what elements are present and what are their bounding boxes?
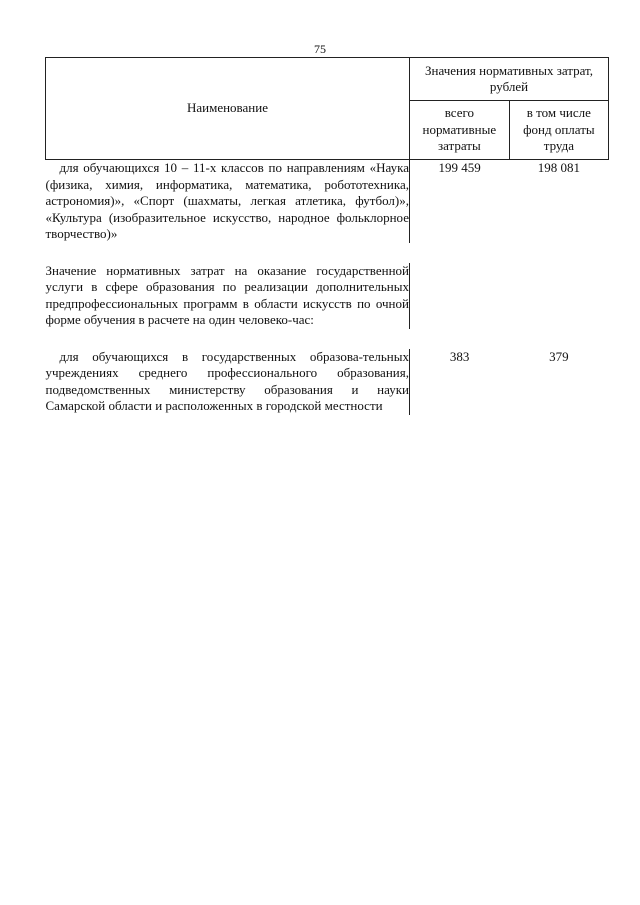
column-header-group: Значения нормативных затрат, рублей [409, 58, 608, 101]
row-total: 199 459 [409, 160, 509, 243]
table-row [46, 160, 609, 243]
row-fund: 198 081 [537, 160, 580, 175]
column-header-fund: в том числе фонд оплаты труда [509, 101, 608, 160]
table-spacer [46, 243, 609, 263]
cost-table [45, 57, 609, 415]
column-header-name: Наименование [46, 58, 410, 160]
column-header-total: всего нормативные затраты [409, 101, 509, 160]
table-spacer [46, 329, 609, 349]
table-header-row [46, 58, 609, 101]
table-row [46, 349, 609, 415]
table-row [46, 263, 609, 329]
row-fund [509, 263, 608, 329]
row-name: для обучающихся 10 – 11-х классов по направлениям «Наука (физика, химия, информатика, математика, робототехника, астрономия)», «Спорт (шахматы, легкая атлетика, футбол)», «Культура (изобразительное искусство, народное фольклорное творчество)» [45, 160, 409, 241]
row-fund: 379 [549, 348, 569, 364]
row-name: для обучающихся в государственных образова-тельных учреждениях среднего профессионального образования, подведомственных министерству образования и науки Самарской области и расположенных в городской местности [45, 348, 409, 413]
row-total [409, 263, 509, 329]
page-number: 75 [314, 42, 326, 56]
row-total: 383 [409, 349, 509, 415]
row-name: Значение нормативных затрат на оказание государственной услуги в сфере образования по реализации дополнительных предпрофессиональных программ в области искусств по очной форме обучения в расчете на один человеко-час: [45, 262, 409, 327]
